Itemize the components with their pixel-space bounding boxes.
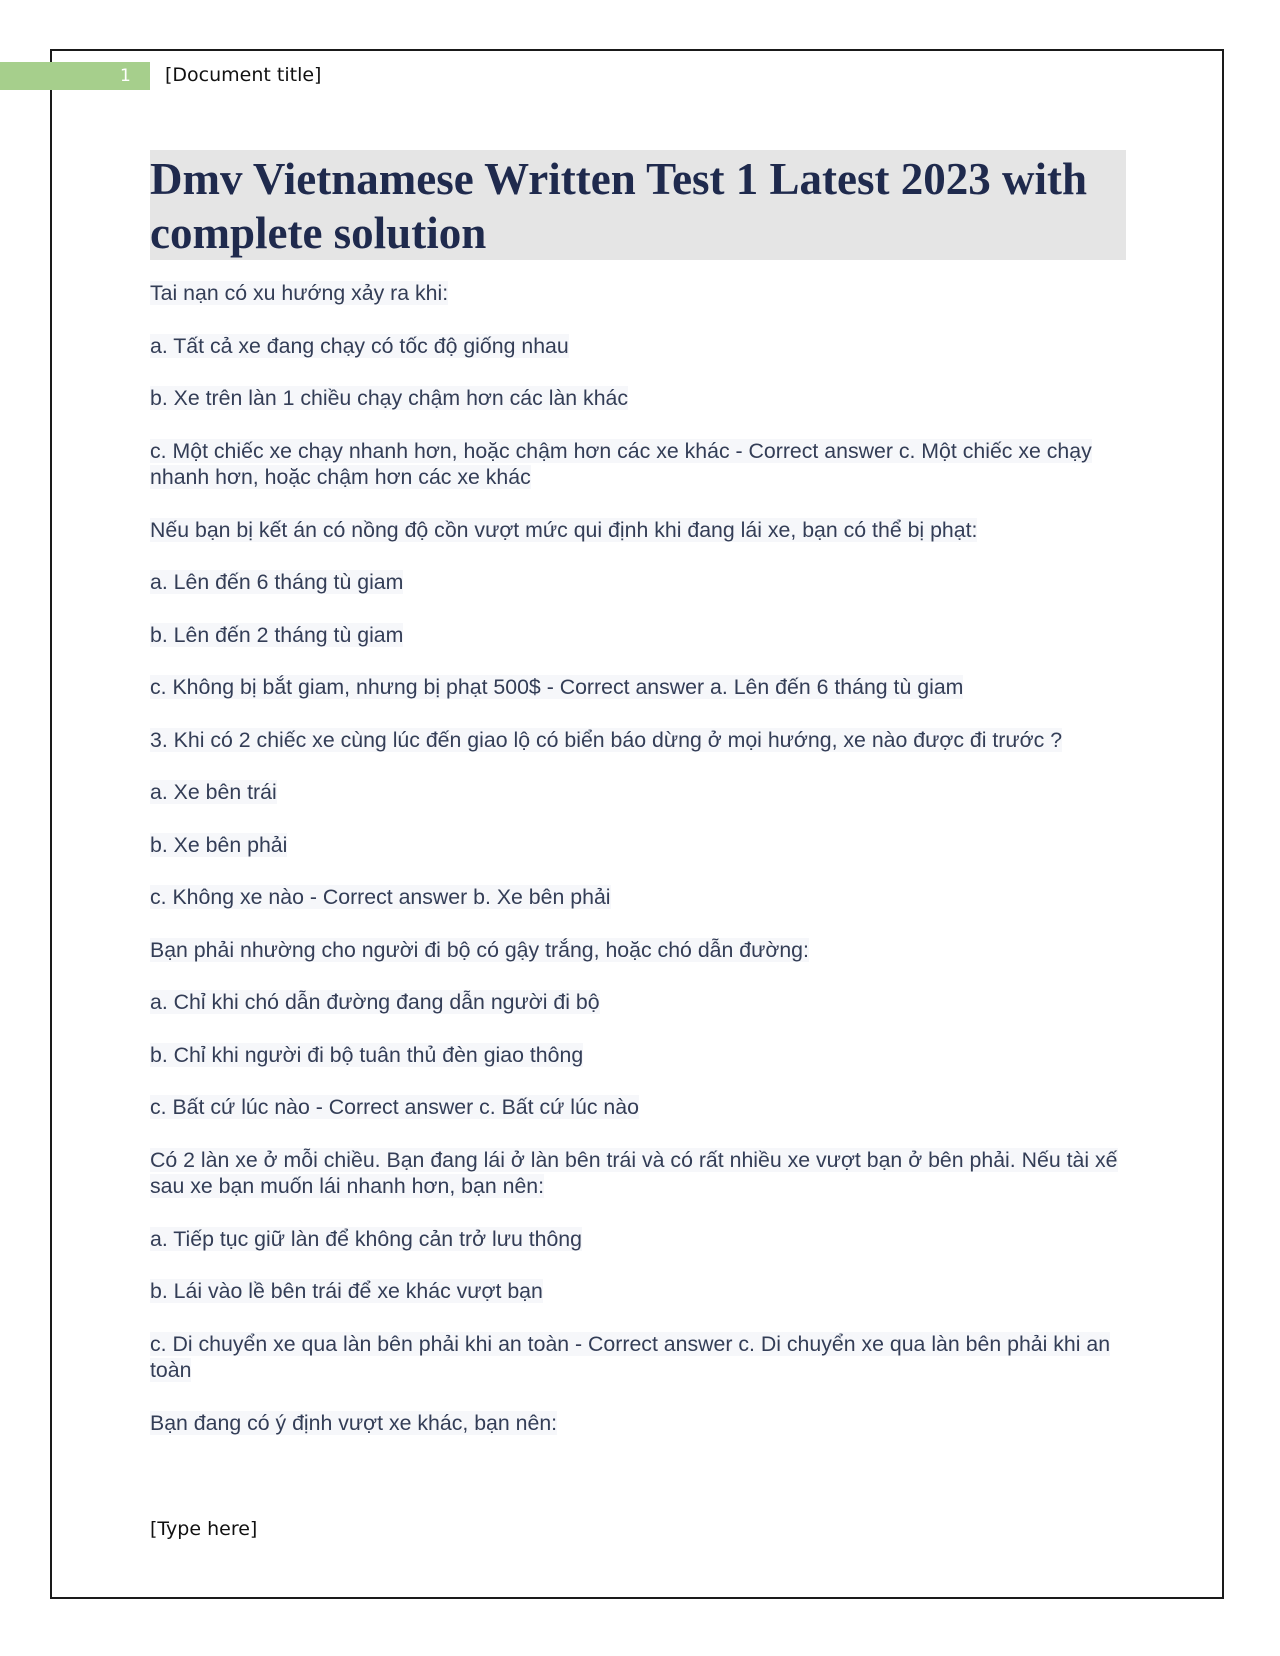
paragraph-text: b. Xe bên phải — [150, 832, 288, 857]
paragraph-text: a. Xe bên trái — [150, 780, 277, 804]
paragraph-text: b. Lên đến 2 tháng tù giam — [150, 622, 404, 647]
paragraph-text: c. Không xe nào - Correct answer b. Xe bên phải — [150, 885, 611, 909]
paragraph — [150, 569, 1126, 596]
paragraph — [150, 832, 1126, 859]
paragraph-text: 3. Khi có 2 chiếc xe cùng lúc đến giao lộ có biển báo dừng ở mọi hướng, xe nào được đi trước ? — [150, 727, 1063, 752]
paragraph — [150, 727, 1126, 754]
document-body — [150, 150, 1126, 1462]
paragraph-text: b. Lái vào lề bên trái để xe khác vượt bạn — [150, 1279, 543, 1303]
paragraph-text: Bạn đang có ý định vượt xe khác, bạn nên: — [150, 1410, 558, 1435]
paragraph-text: Bạn phải nhường cho người đi bộ có gậy trắng, hoặc chó dẫn đường: — [150, 937, 809, 962]
paragraph — [150, 674, 1126, 701]
paragraph-text: a. Tất cả xe đang chạy có tốc độ giống nhau — [150, 333, 569, 358]
paragraph-text: b. Chỉ khi người đi bộ tuân thủ đèn giao thông — [150, 1042, 584, 1067]
paragraph-text: Nếu bạn bị kết án có nồng độ cồn vượt mức qui định khi đang lái xe, bạn có thể bị phạt: — [150, 517, 978, 542]
paragraph — [150, 1410, 1126, 1437]
paragraph — [150, 779, 1126, 806]
paragraph-text: Có 2 làn xe ở mỗi chiều. Bạn đang lái ở làn bên trái và có rất nhiều xe vượt bạn ở bên phải. Nếu tài xế sau xe bạn muốn lái nhanh hơn, bạn nên: — [150, 1147, 1118, 1198]
paragraph-text: Tai nạn có xu hướng xảy ra khi: — [150, 281, 449, 305]
paragraph — [150, 385, 1126, 412]
paragraph — [150, 438, 1126, 491]
paragraph — [150, 1094, 1126, 1121]
paragraph — [150, 1042, 1126, 1069]
paragraph — [150, 1331, 1126, 1384]
paragraph-text: c. Không bị bắt giam, nhưng bị phạt 500$ - Correct answer a. Lên đến 6 tháng tù giam — [150, 675, 964, 699]
paragraph-text: a. Lên đến 6 tháng tù giam — [150, 570, 404, 594]
paragraph-text: c. Di chuyển xe qua làn bên phải khi an toàn - Correct answer c. Di chuyển xe qua làn bên phải khi an toàn — [150, 1331, 1111, 1382]
paragraph-text: a. Chỉ khi chó dẫn đường đang dẫn người đi bộ — [150, 990, 600, 1014]
paragraph — [150, 989, 1126, 1016]
footer-placeholder[interactable]: [Type here] — [150, 1518, 258, 1540]
paragraph-text: c. Bất cứ lúc nào - Correct answer c. Bất cứ lúc nào — [150, 1095, 639, 1119]
paragraph-list — [150, 280, 1126, 1436]
header-document-title[interactable]: [Document title] — [165, 64, 322, 86]
paragraph-text: b. Xe trên làn 1 chiều chạy chậm hơn các làn khác — [150, 386, 629, 410]
paragraph — [150, 1147, 1126, 1200]
paragraph — [150, 622, 1126, 649]
paragraph — [150, 517, 1126, 544]
paragraph — [150, 884, 1126, 911]
paragraph — [150, 333, 1126, 360]
paragraph-text: c. Một chiếc xe chạy nhanh hơn, hoặc chậm hơn các xe khác - Correct answer c. Một chiếc xe chạy nhanh hơn, hoặc chậm hơn các xe khác — [150, 438, 1092, 489]
page-number: 1 — [120, 66, 131, 86]
paragraph-text: a. Tiếp tục giữ làn để không cản trở lưu thông — [150, 1226, 583, 1251]
document-title: Dmv Vietnamese Written Test 1 Latest 2023 with complete solution — [150, 150, 1126, 260]
paragraph — [150, 280, 1126, 307]
paragraph — [150, 1278, 1126, 1305]
paragraph — [150, 1226, 1126, 1253]
paragraph — [150, 937, 1126, 964]
